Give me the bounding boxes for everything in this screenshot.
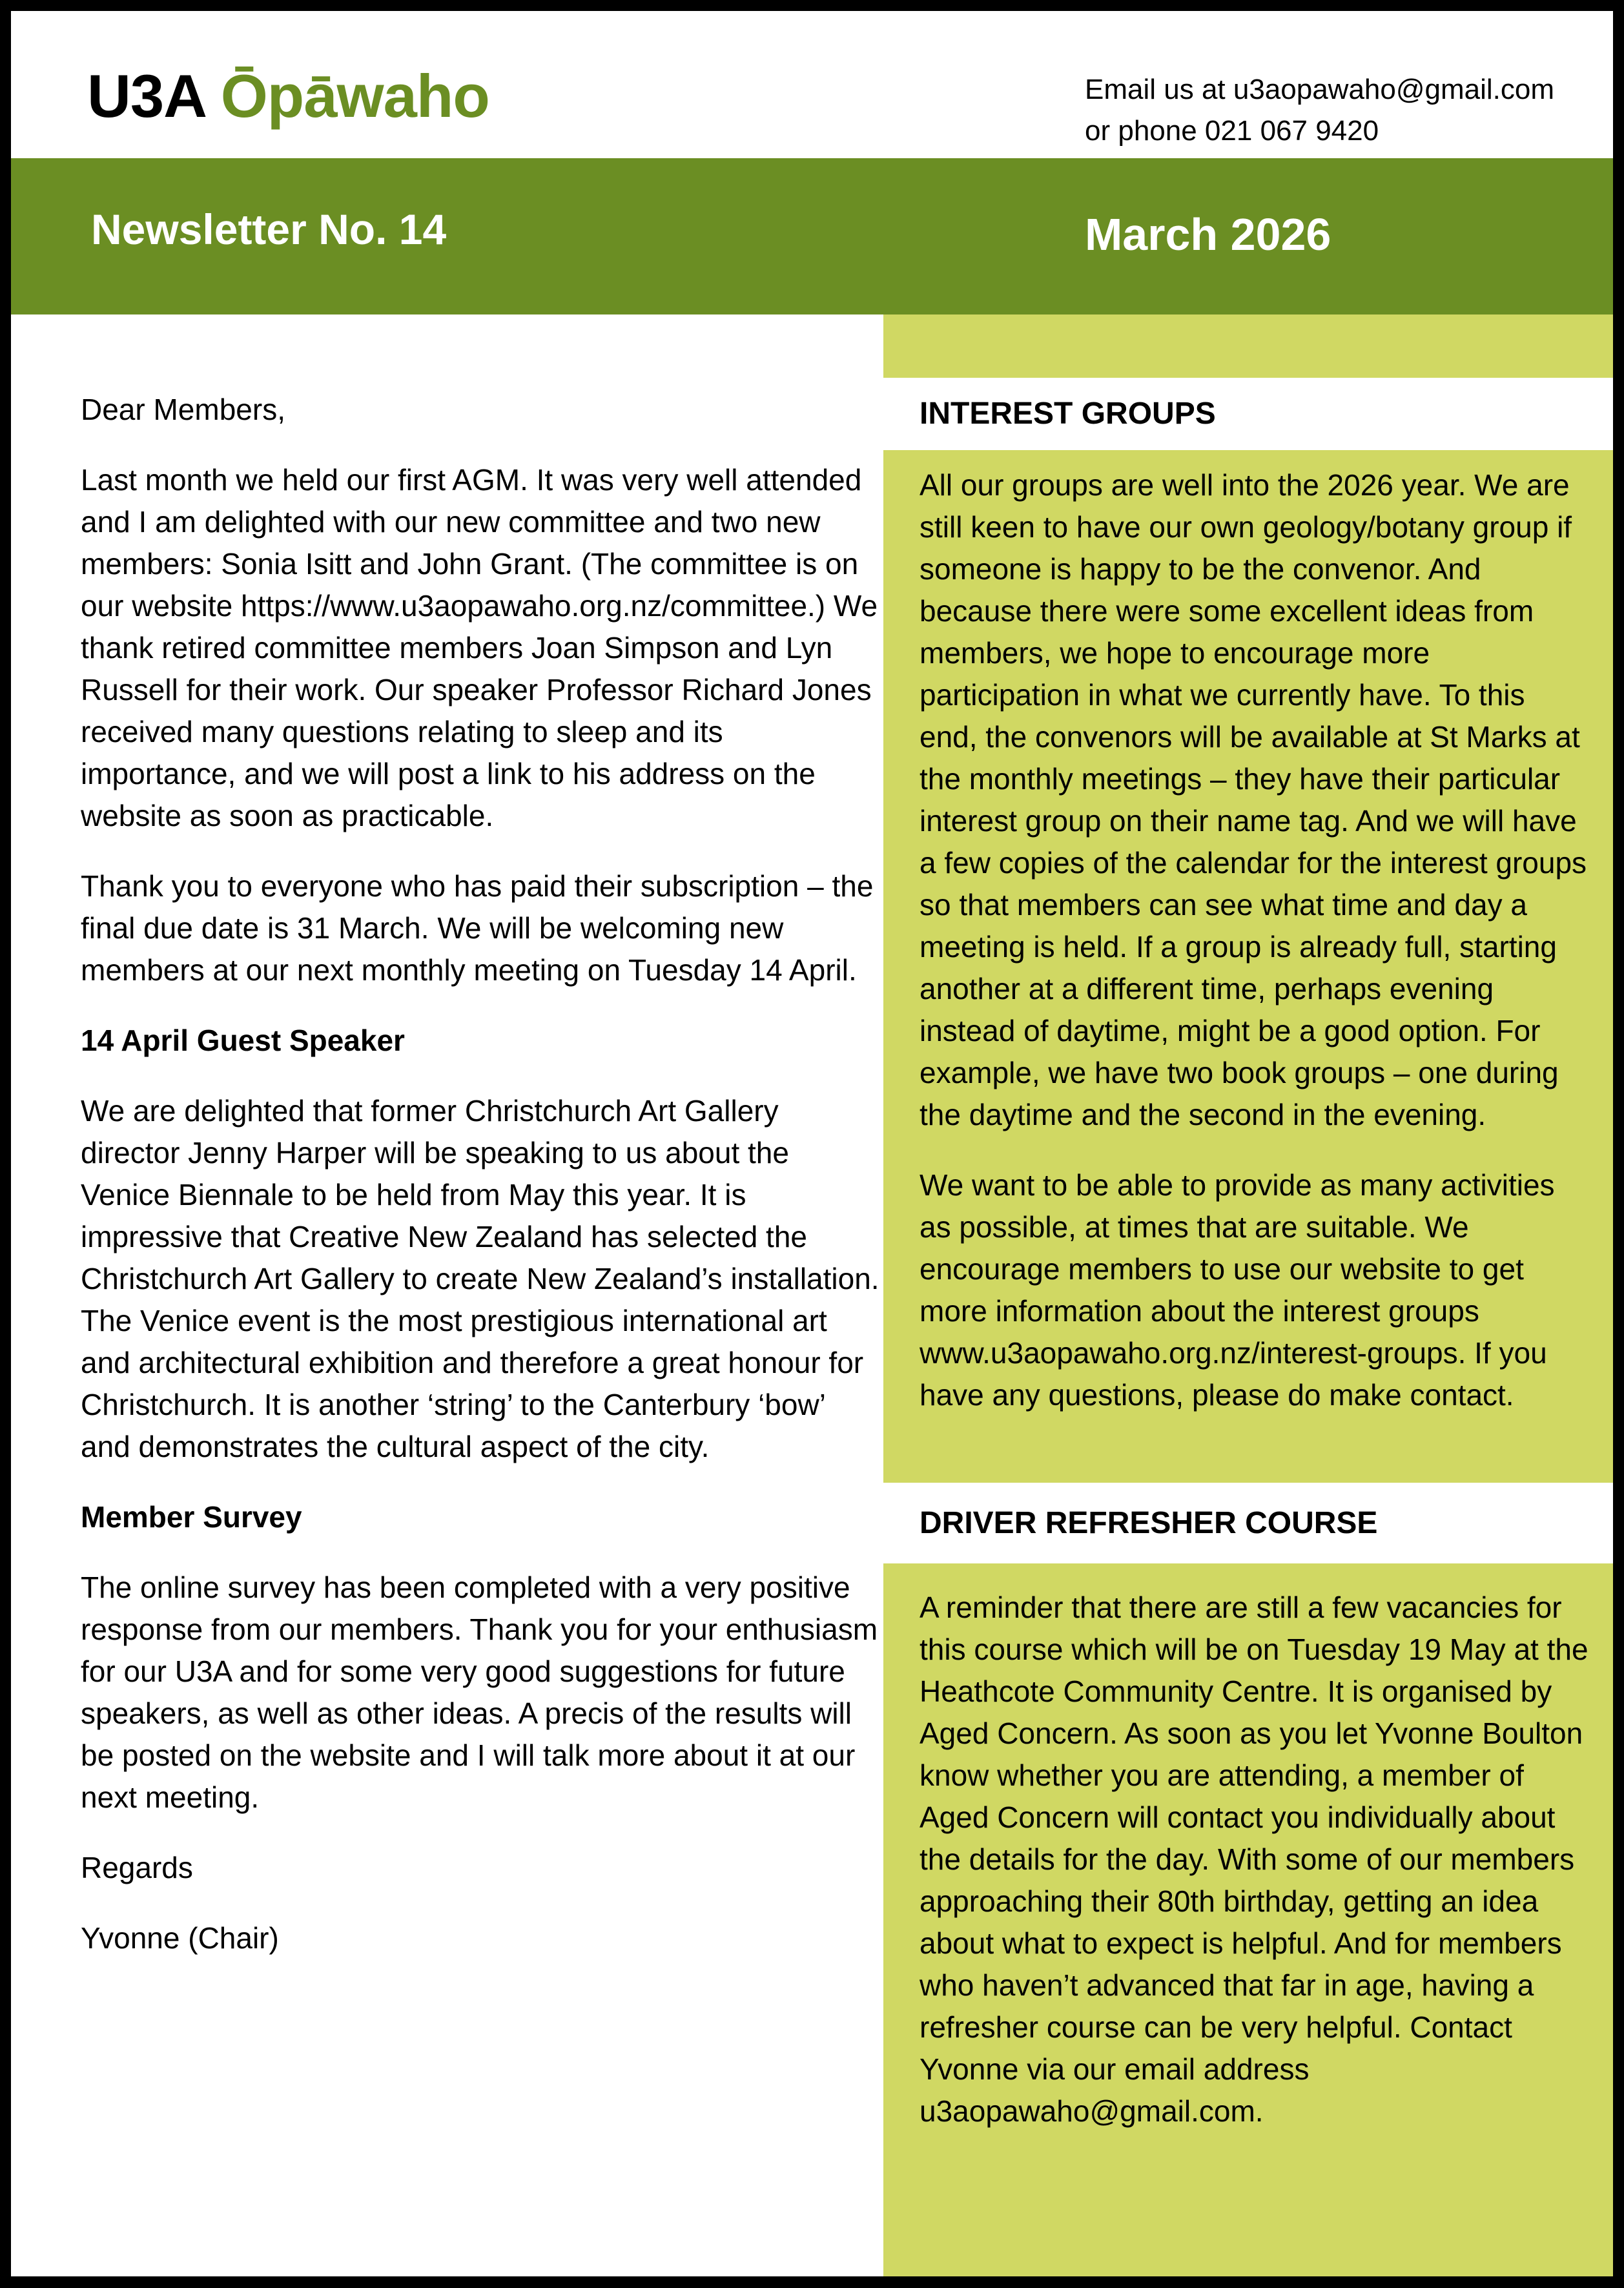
newsletter-page: [11, 11, 1613, 2276]
newsletter-date: March 2026: [1085, 209, 1331, 260]
interest-groups-paragraph: We want to be able to provide as many activities as possible, at times that are suitable. We encourage members to use our website to get more information about the interest groups www.u3aopawaho.org.nz/interest-groups. If you have any questions, please do make contact.: [920, 1168, 1555, 1412]
interest-groups-paragraph: All our groups are well into the 2026 year. We are still keen to have our own geology/botany group if someone is happy to be the convenor. And because there were some excellent ideas from members, we hope to encourage more participation in what we currently have. To this end, the convenors will be available at St Marks at the monthly meetings – they have their particular interest group on their name tag. And we will have a few copies of the calendar for the interest groups so that members can see what time and day a meeting is held. If a group is already full, starting another at a different time, perhaps evening instead of daytime, might be a good option. For example, we have two book groups – one during the daytime and the second in the evening.: [920, 468, 1587, 1131]
signature: Yvonne (Chair): [81, 1921, 279, 1955]
brand-prefix: U3A: [87, 62, 205, 130]
sidebar: [883, 314, 1613, 2276]
interest-groups-body: [883, 450, 1613, 1483]
contact-info: [1085, 69, 1554, 152]
closing: Regards: [81, 1851, 193, 1884]
interest-groups-heading: INTEREST GROUPS: [883, 378, 1613, 450]
chair-letter: [81, 389, 881, 1988]
letter-paragraph: Last month we held our first AGM. It was very well attended and I am delighted with our new committee and two new members: Sonia Isitt and John Grant. (The committee is on our website https://www.u3aopawaho.org.nz/committee.) We thank retired committee members Joan Simpson and Lyn Russell for their work. Our speaker Professor Richard Jones received many questions relating to sleep and its importance, and we will post a link to his address on the website as soon as practicable.: [81, 463, 878, 832]
speaker-paragraph: We are delighted that former Christchurch Art Gallery director Jenny Harper will be speaking to us about the Venice Biennale to be held from May this year. It is impressive that Creative New Zealand has selected the Christchurch Art Gallery to create New Zealand’s installation. The Venice event is the most prestigious international art and architectural exhibition and therefore a great honour for Christchurch. It is another ‘string’ to the Canterbury ‘bow’ and demonstrates the cultural aspect of the city.: [81, 1094, 879, 1463]
driver-course-heading: DRIVER REFRESHER COURSE: [883, 1483, 1613, 1563]
masthead-logo: [87, 61, 489, 131]
newsletter-issue: Newsletter No. 14: [91, 205, 447, 253]
letter-paragraph: Thank you to everyone who has paid their subscription – the final due date is 31 March. We will be welcoming new members at our next monthly meeting on Tuesday 14 April.: [81, 869, 874, 987]
title-band: [11, 158, 1613, 314]
speaker-heading: 14 April Guest Speaker: [81, 1024, 405, 1057]
driver-course-paragraph: A reminder that there are still a few vacancies for this course which will be on Tuesday 19 May at the Heathcote Community Centre. It is organised by Aged Concern. As soon as you let Yvonne Boulton know whether you are attending, a member of Aged Concern will contact you individually about the details for the day. With some of our members approaching their 80th birthday, getting an idea about what to expect is helpful. And for members who haven’t advanced that far in age, having a refresher course can be very helpful. Contact Yvonne via our email address u3aopawaho@gmail.com.: [920, 1591, 1588, 2128]
contact-email-line: Email us at u3aopawaho@gmail.com: [1085, 74, 1555, 105]
survey-paragraph: The online survey has been completed with a very positive response from our members. Thank you for your enthusiasm for our U3A and for some very good suggestions for future speakers, as well as other ideas. A precis of the results will be posted on the website and I will talk more about it at our next meeting.: [81, 1571, 878, 1814]
salutation: Dear Members,: [81, 393, 285, 426]
driver-course-body: [883, 1563, 1613, 2276]
sidebar-top-fill: [883, 314, 1613, 378]
brand-name: Ōpāwaho: [220, 62, 489, 130]
survey-heading: Member Survey: [81, 1500, 302, 1534]
contact-phone-line: or phone 021 067 9420: [1085, 115, 1379, 147]
